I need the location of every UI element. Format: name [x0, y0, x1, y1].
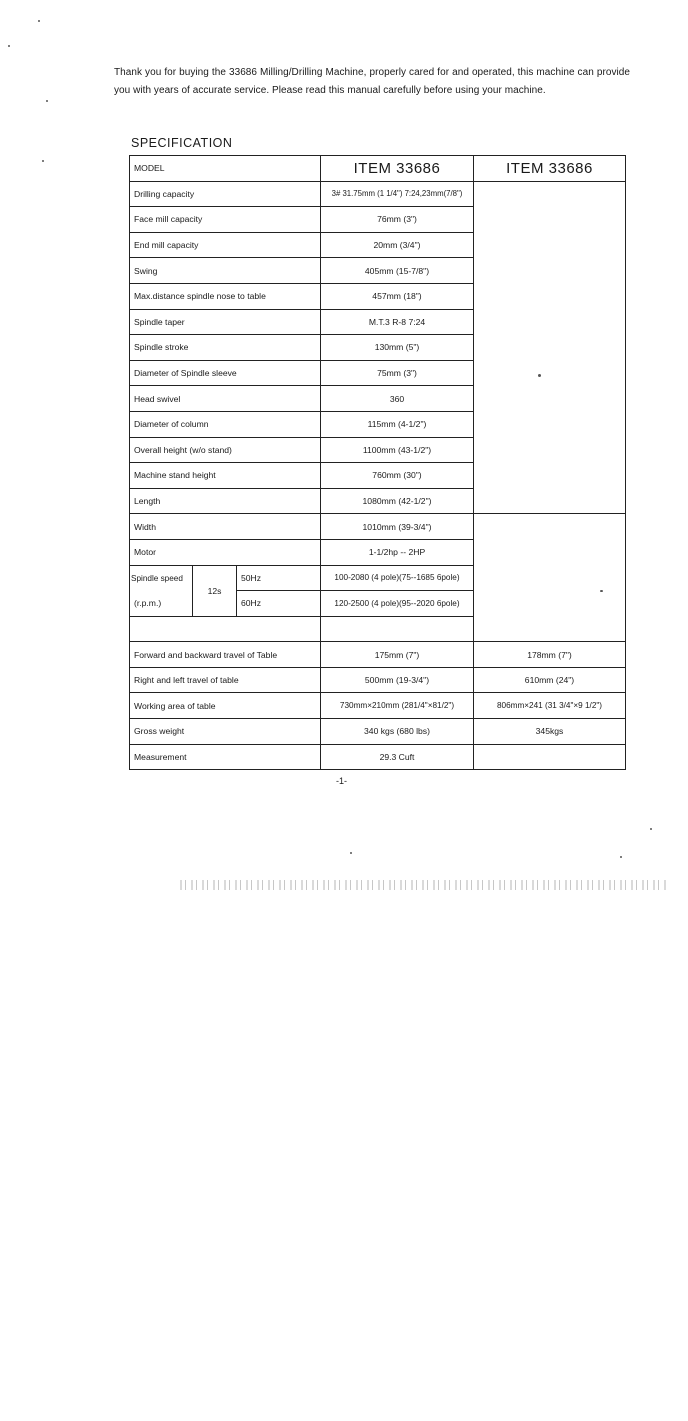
row-value: 120-2500 (4 pole)(95--2020 6pole)	[321, 591, 474, 617]
row-label: Width	[130, 514, 321, 540]
row-value: 1010mm (39-3/4")	[321, 514, 474, 540]
empty-cell	[474, 181, 626, 514]
row-value: 457mm (18")	[321, 283, 474, 309]
row-value: 1080mm (42-1/2")	[321, 488, 474, 514]
table-row	[130, 744, 626, 770]
empty-cell	[130, 616, 321, 642]
row-value: 1100mm (43-1/2")	[321, 437, 474, 463]
row-value: 360	[321, 386, 474, 412]
page-number: -1-	[336, 776, 347, 786]
empty-cell	[321, 616, 474, 642]
row-value-b: 806mm×241 (31 3/4"×9 1/2")	[474, 693, 626, 719]
row-label: Diameter of column	[130, 411, 321, 437]
table-row	[130, 156, 626, 182]
row-value: 175mm (7")	[321, 642, 474, 668]
row-label: Machine stand height	[130, 463, 321, 489]
row-value: 76mm (3")	[321, 207, 474, 233]
row-label: Measurement	[130, 744, 321, 770]
row-label: Working area of table	[130, 693, 321, 719]
table-row	[130, 642, 626, 668]
row-label: End mill capacity	[130, 232, 321, 258]
row-value: 3# 31.75mm (1 1/4") 7:24,23mm(7/8")	[321, 181, 474, 207]
row-label: Head swivel	[130, 386, 321, 412]
row-label: Max.distance spindle nose to table	[130, 283, 321, 309]
row-label: Overall height (w/o stand)	[130, 437, 321, 463]
row-value: 405mm (15-7/8")	[321, 258, 474, 284]
spindle-speed-label: Spindle speed	[130, 565, 193, 591]
scan-speck	[46, 100, 48, 102]
scan-speck	[38, 20, 40, 22]
scan-speck	[8, 45, 10, 47]
item-header-b: ITEM 33686	[474, 156, 626, 182]
table-row	[130, 181, 626, 207]
specification-heading: SPECIFICATION	[131, 136, 233, 150]
row-label: Drilling capacity	[130, 181, 321, 207]
row-value: 100-2080 (4 pole)(75--1685 6pole)	[321, 565, 474, 591]
row-label: Swing	[130, 258, 321, 284]
speed-steps: 12s	[193, 565, 237, 616]
scan-noise	[180, 880, 666, 890]
row-value: 75mm (3")	[321, 360, 474, 386]
scan-speck	[600, 590, 603, 592]
row-value: 340 kgs (680 lbs)	[321, 719, 474, 745]
hz-label: 60Hz	[237, 591, 321, 617]
row-label: Spindle taper	[130, 309, 321, 335]
row-label: Gross weight	[130, 719, 321, 745]
specification-table	[129, 155, 626, 770]
scan-speck	[620, 856, 622, 858]
hz-label: 50Hz	[237, 565, 321, 591]
row-value: 1-1/2hp -- 2HP	[321, 539, 474, 565]
table-row	[130, 719, 626, 745]
intro-paragraph: Thank you for buying the 33686 Milling/Drilling Machine, properly cared for and operated, this machine can provide you with years of accurate service. Please read this manual carefully before using your machine.	[114, 67, 630, 96]
row-value: 29.3 Cuft	[321, 744, 474, 770]
row-value-b: 610mm (24")	[474, 667, 626, 693]
row-value: M.T.3 R-8 7:24	[321, 309, 474, 335]
row-value-b: 178mm (7")	[474, 642, 626, 668]
row-label: Motor	[130, 539, 321, 565]
scan-speck	[650, 828, 652, 830]
model-label: MODEL	[130, 156, 321, 182]
row-label: Forward and backward travel of Table	[130, 642, 321, 668]
row-value: 760mm (30")	[321, 463, 474, 489]
table-row	[130, 514, 626, 540]
row-label: Diameter of Spindle sleeve	[130, 360, 321, 386]
empty-cell	[474, 744, 626, 770]
row-value: 500mm (19-3/4")	[321, 667, 474, 693]
row-value: 730mm×210mm (281/4"×81/2")	[321, 693, 474, 719]
scan-speck	[42, 160, 44, 162]
item-header-a: ITEM 33686	[321, 156, 474, 182]
row-label: Face mill capacity	[130, 207, 321, 233]
table-row	[130, 693, 626, 719]
row-value-b: 345kgs	[474, 719, 626, 745]
row-value: 130mm (5")	[321, 335, 474, 361]
row-label: Length	[130, 488, 321, 514]
row-value: 20mm (3/4")	[321, 232, 474, 258]
row-value: 115mm (4-1/2")	[321, 411, 474, 437]
scan-speck	[350, 852, 352, 854]
rpm-label: (r.p.m.)	[130, 591, 193, 617]
row-label: Right and left travel of table	[130, 667, 321, 693]
row-label: Spindle stroke	[130, 335, 321, 361]
scan-speck	[538, 374, 541, 377]
table-row	[130, 667, 626, 693]
empty-cell	[474, 514, 626, 642]
